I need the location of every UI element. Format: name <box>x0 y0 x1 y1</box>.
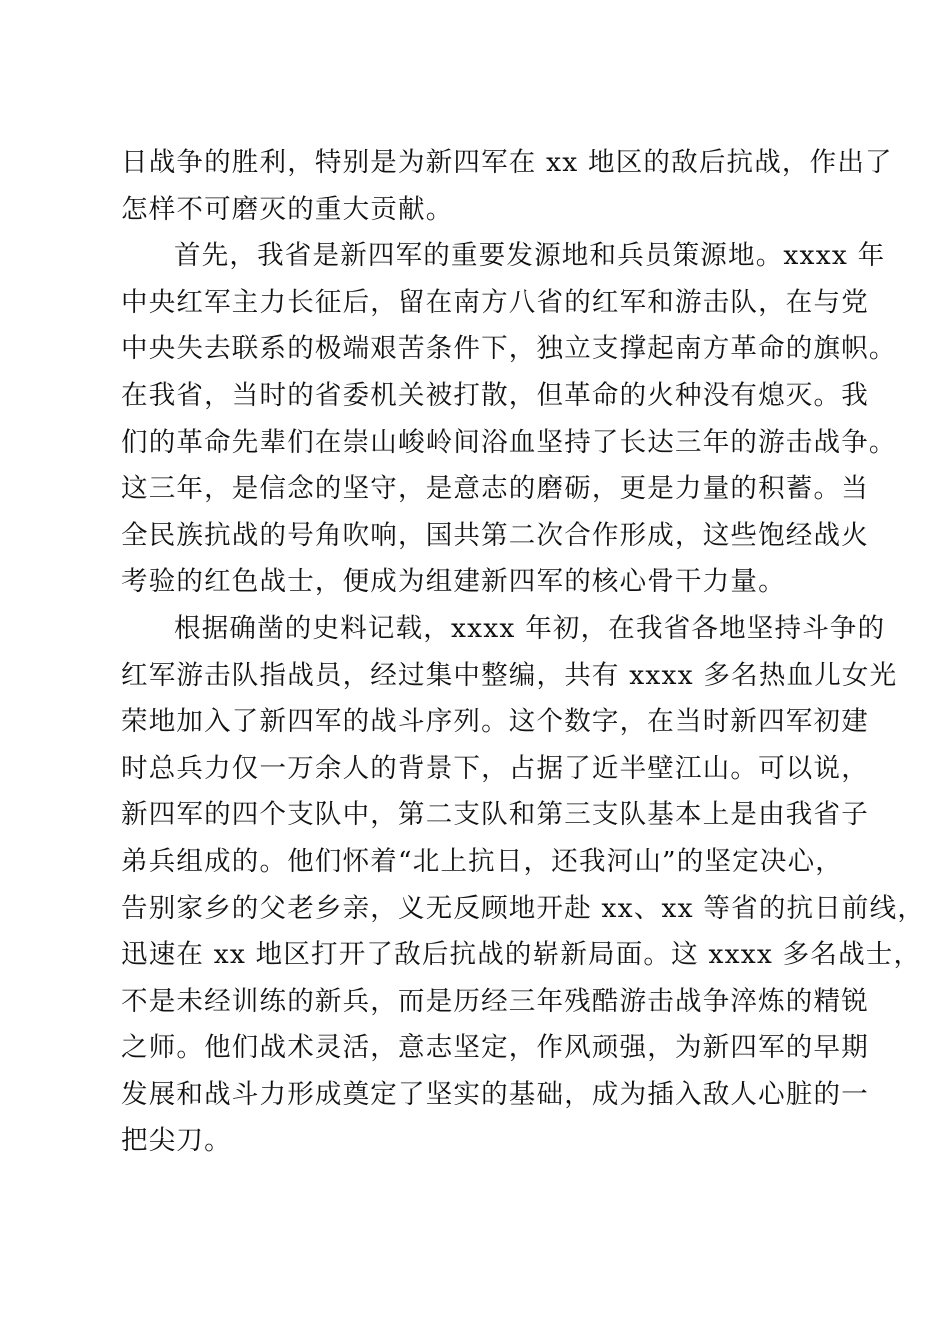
text-line: 荣地加入了新四军的战斗序列。这个数字，在当时新四军初建 <box>121 706 869 738</box>
text-line: 弟兵组成的。他们怀着“北上抗日，还我河山”的坚定决心， <box>121 845 843 877</box>
text-line: 考验的红色战士，便成为组建新四军的核心骨干力量。 <box>121 566 786 598</box>
text-line: 新四军的四个支队中，第二支队和第三支队基本上是由我省子 <box>121 799 869 831</box>
text-line: 之师。他们战术灵活，意志坚定，作风顽强，为新四军的早期 <box>121 1032 869 1064</box>
text-line: 怎样不可磨灭的重大贡献。 <box>121 193 454 225</box>
text-line: 们的革命先辈们在崇山峻岭间浴血坚持了长达三年的游击战争。 <box>121 426 897 458</box>
text-line: 告别家乡的父老乡亲，义无反顾地开赴 xx、xx 等省的抗日前线， <box>121 892 926 924</box>
text-line: 中央失去联系的极端艰苦条件下，独立支撑起南方革命的旗帜。 <box>121 333 897 365</box>
text-line: 时总兵力仅一万余人的背景下，占据了近半壁江山。可以说， <box>121 752 869 784</box>
text-line: 日战争的胜利，特别是为新四军在 xx 地区的敌后抗战，作出了 <box>121 147 893 178</box>
text-line: 把尖刀。 <box>121 1125 232 1157</box>
text-line: 中央红军主力长征后，留在南方八省的红军和游击队，在与党 <box>121 286 869 318</box>
text-line: 在我省，当时的省委机关被打散，但革命的火种没有熄灭。我 <box>121 379 869 411</box>
text-line: 这三年，是信念的坚守，是意志的磨砺，更是力量的积蓄。当 <box>121 473 869 505</box>
text-line: 红军游击队指战员，经过集中整编，共有 xxxx 多名热血儿女光 <box>121 659 898 691</box>
text-line: 发展和战斗力形成奠定了坚实的基础，成为插入敌人心脏的一 <box>121 1078 869 1110</box>
paragraph-start-line: 根据确凿的史料记载，xxxx 年初，在我省各地坚持斗争的 <box>174 612 886 644</box>
text-line: 迅速在 xx 地区打开了敌后抗战的崭新局面。这 xxxx 多名战士， <box>121 939 922 971</box>
text-line: 全民族抗战的号角吹响，国共第二次合作形成，这些饱经战火 <box>121 519 869 551</box>
text-line: 不是未经训练的新兵，而是历经三年残酷游击战争淬炼的精锐 <box>121 985 869 1017</box>
paragraph-start-line: 首先，我省是新四军的重要发源地和兵员策源地。xxxx 年 <box>174 240 886 272</box>
body-text <box>121 140 926 1165</box>
